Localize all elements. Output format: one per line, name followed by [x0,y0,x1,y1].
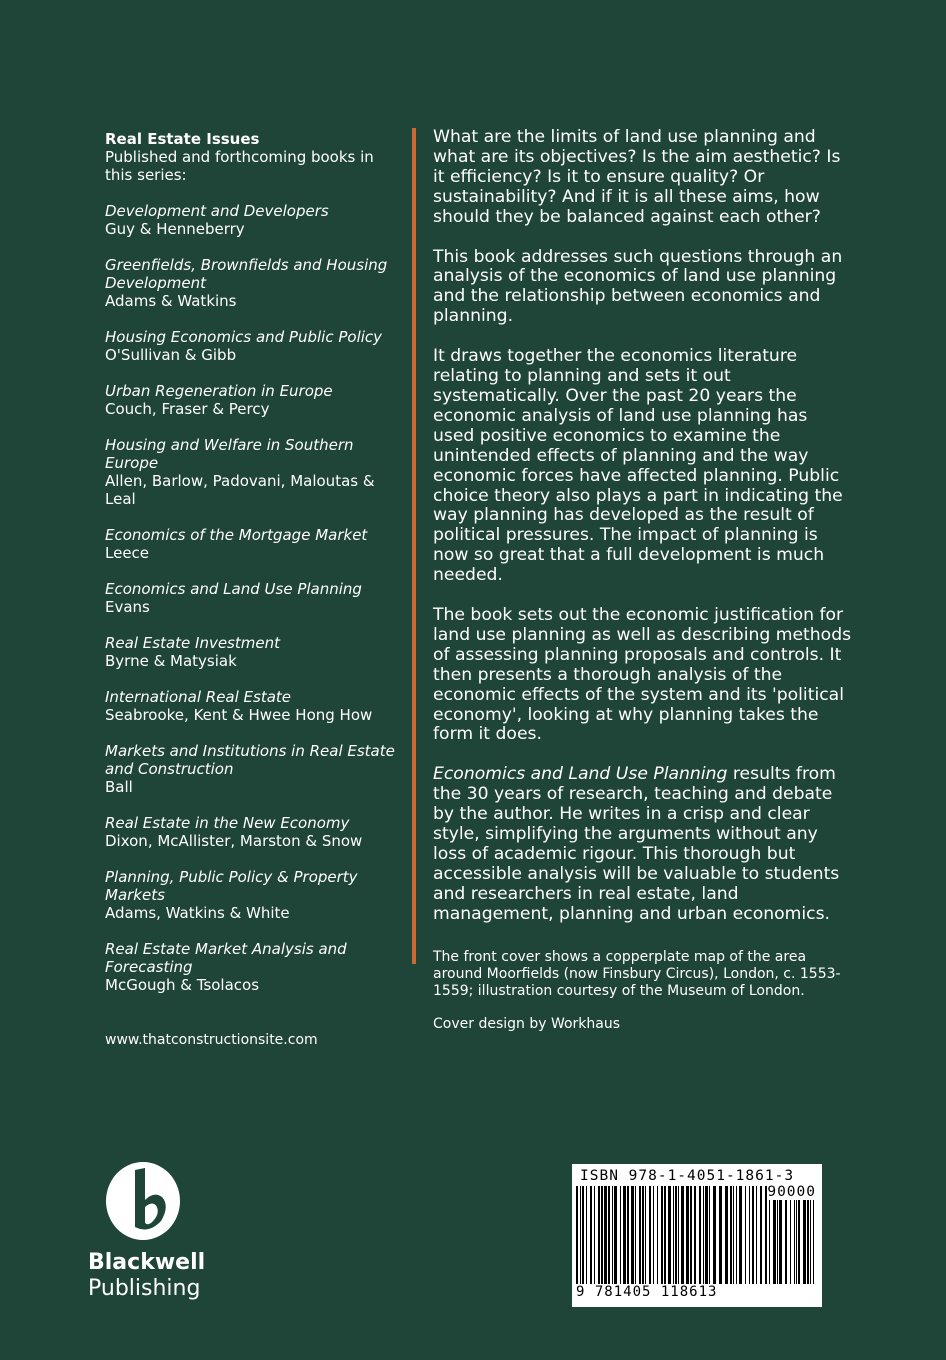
barcode-bar [730,1186,732,1284]
barcode-bar [664,1186,666,1284]
barcode-bar [777,1186,778,1284]
barcode-bar [631,1186,634,1284]
book-title: Economics and Land Use Planning [105,580,362,598]
barcode-bar [620,1186,621,1284]
blurb-paragraph-1: What are the limits of land use planning and what are its objectives? Is the aim aesthetic? Is it efficiency? Is it to ensure quality? Or sustainability? And if it is all these aims, how should they be balanced against each other? [433,127,841,227]
series-subtitle: Published and forthcoming books in this series: [105,148,374,184]
barcode-bar [699,1186,701,1284]
column-divider [412,128,416,964]
book-entry [105,580,405,616]
book-title: International Real Estate [105,688,292,706]
barcode-bar [785,1186,787,1284]
book-authors: Leece [105,544,150,562]
barcode-bar [635,1186,636,1284]
book-title: Planning, Public Policy & Property Markets [105,868,358,904]
barcode-bar [639,1186,641,1284]
blurb-paragraph-5-text: results from the 30 years of research, teaching and debate by the author. He writes in a crisp and clear style, simplifying the arguments without any loss of academic rigour. This thorough but accessible analysis will be valuable to students and researchers in real estate, land management, planning and urban economics. [433,764,840,924]
barcode-bar [623,1186,626,1284]
barcode-bar [690,1186,692,1284]
cover-design-credit: Cover design by Workhaus [433,1015,621,1032]
barcode-bar [733,1186,734,1284]
book-authors: Adams & Watkins [105,292,237,310]
book-entry [105,688,405,724]
series-list [105,130,405,994]
price-code: 90000 [767,1184,816,1200]
barcode-bar [614,1186,617,1284]
book-title: Markets and Institutions in Real Estate and Construction [105,742,395,778]
book-entry [105,382,405,418]
book-title: Development and Developers [105,202,329,220]
barcode-bar [645,1186,646,1284]
barcode-bar [752,1186,754,1284]
book-title: Housing Economics and Public Policy [105,328,383,346]
barcode-bar [803,1186,806,1284]
barcode-bar [590,1186,592,1284]
barcode-bar [657,1186,658,1284]
publisher-logo [88,1160,208,1302]
barcode-bar [769,1186,770,1284]
book-authors: Adams, Watkins & White [105,904,290,922]
barcode [572,1164,822,1307]
book-entry [105,814,405,850]
barcode-bar [745,1186,746,1284]
book-entry [105,742,405,796]
book-title: Real Estate in the New Economy [105,814,350,832]
barcode-bar [756,1186,757,1284]
book-authors: Seabrooke, Kent & Hwee Hong How [105,706,373,724]
book-entry [105,868,405,922]
book-authors: Byrne & Matysiak [105,652,237,670]
book-entry [105,436,405,508]
barcode-bar [790,1186,791,1284]
blurb-paragraph-4: The book sets out the economic justification for land use planning as well as describing methods of assessing planning proposals and controls. It then presents a thorough analysis of the economic effects of the system and its 'political economy', looking at why planning takes the form it does. [433,605,852,745]
book-authors: Ball [105,778,133,796]
book-title-mention: Economics and Land Use Planning [433,764,728,785]
website-link[interactable]: www.thatconstructionsite.com [105,1032,318,1048]
barcode-bar [694,1186,696,1284]
book-authors: McGough & Tsolacos [105,976,260,994]
barcode-bar [736,1186,737,1284]
barcode-bar [796,1186,797,1284]
book-authors: Dixon, McAllister, Marston & Snow [105,832,363,850]
ean-number: 9 781405 118613 [576,1284,718,1300]
barcode-bar [725,1186,728,1284]
barcode-bar [582,1186,584,1284]
cover-note: The front cover shows a copperplate map of the area around Moorfields (now Finsbury Circus), London, c. 1553-1559; illustration courtesy of the Museum of London. [433,948,841,1000]
blurb-paragraph-3: It draws together the economics literature relating to planning and sets it out systematically. Over the past 20 years the economic analysis of land use planning has used positive economics to examine the unintended effects of planning and the way economic forces have affected planning. Public choice theory also plays a part in indicating the way planning has developed as the result of political pressures. The impact of planning is now so great that a full development is much needed. [433,346,843,586]
blurb [433,128,853,1048]
book-title: Housing and Welfare in Southern Europe [105,436,354,472]
barcode-bar [642,1186,644,1284]
book-authors: Evans [105,598,150,616]
barcode-bar [668,1186,671,1284]
book-list [105,202,405,994]
barcode-bar [678,1186,679,1284]
barcode-bar [798,1186,800,1284]
isbn-text: ISBN 978-1-4051-1861-3 [580,1168,795,1184]
book-title: Economics of the Mortgage Market [105,526,368,544]
barcode-bar [709,1186,710,1284]
book-entry [105,256,405,310]
publisher-subname: Publishing [88,1276,201,1301]
barcode-bar [713,1186,716,1284]
barcode-bar [601,1186,603,1284]
book-entry [105,526,405,562]
barcode-bar [681,1186,684,1284]
barcode-bar [749,1186,750,1284]
book-entry [105,328,405,364]
barcode-bar [673,1186,674,1284]
barcode-bar [686,1186,689,1284]
blackwell-b-logo-icon [104,1160,182,1242]
barcode-bar [598,1186,600,1284]
book-entry [105,202,405,238]
barcode-bar [586,1186,587,1284]
book-authors: O'Sullivan & Gibb [105,346,237,364]
barcode-bar [810,1186,811,1284]
barcode-bar [760,1186,762,1284]
barcode-bar [794,1186,795,1284]
book-title: Real Estate Investment [105,634,280,652]
book-authors: Couch, Fraser & Percy [105,400,270,418]
barcode-bar [612,1186,613,1284]
barcode-bar [813,1186,814,1284]
blurb-paragraph-5 [433,765,853,924]
barcode-bar [661,1186,663,1284]
barcode-bar [703,1186,704,1284]
barcode-bar [649,1186,651,1284]
barcode-bar [719,1186,722,1284]
barcode-bar [807,1186,809,1284]
barcode-bar [580,1186,581,1284]
barcode-bar [675,1186,677,1284]
publisher-name: Blackwell [88,1250,206,1275]
book-authors: Guy & Henneberry [105,220,245,238]
series-title: Real Estate Issues [105,130,260,148]
book-title: Urban Regeneration in Europe [105,382,333,400]
barcode-bar [773,1186,776,1284]
barcode-bar [608,1186,610,1284]
book-title: Real Estate Market Analysis and Forecasting [105,940,347,976]
barcode-bar [653,1186,654,1284]
barcode-bar [779,1186,782,1284]
barcode-bar [627,1186,629,1284]
barcode-bar [765,1186,767,1284]
barcode-bar [576,1186,578,1284]
book-entry [105,634,405,670]
blurb-paragraph-2: This book addresses such questions through an analysis of the economics of land use planning and the relationship between economics and planning. [433,246,843,327]
book-entry [105,940,405,994]
barcode-bar [594,1186,595,1284]
barcode-bar [739,1186,742,1284]
barcode-bar [604,1186,607,1284]
barcode-bar [705,1186,708,1284]
book-title: Greenfields, Brownfields and Housing Development [105,256,388,292]
book-authors: Allen, Barlow, Padovani, Maloutas & Leal [105,472,375,508]
